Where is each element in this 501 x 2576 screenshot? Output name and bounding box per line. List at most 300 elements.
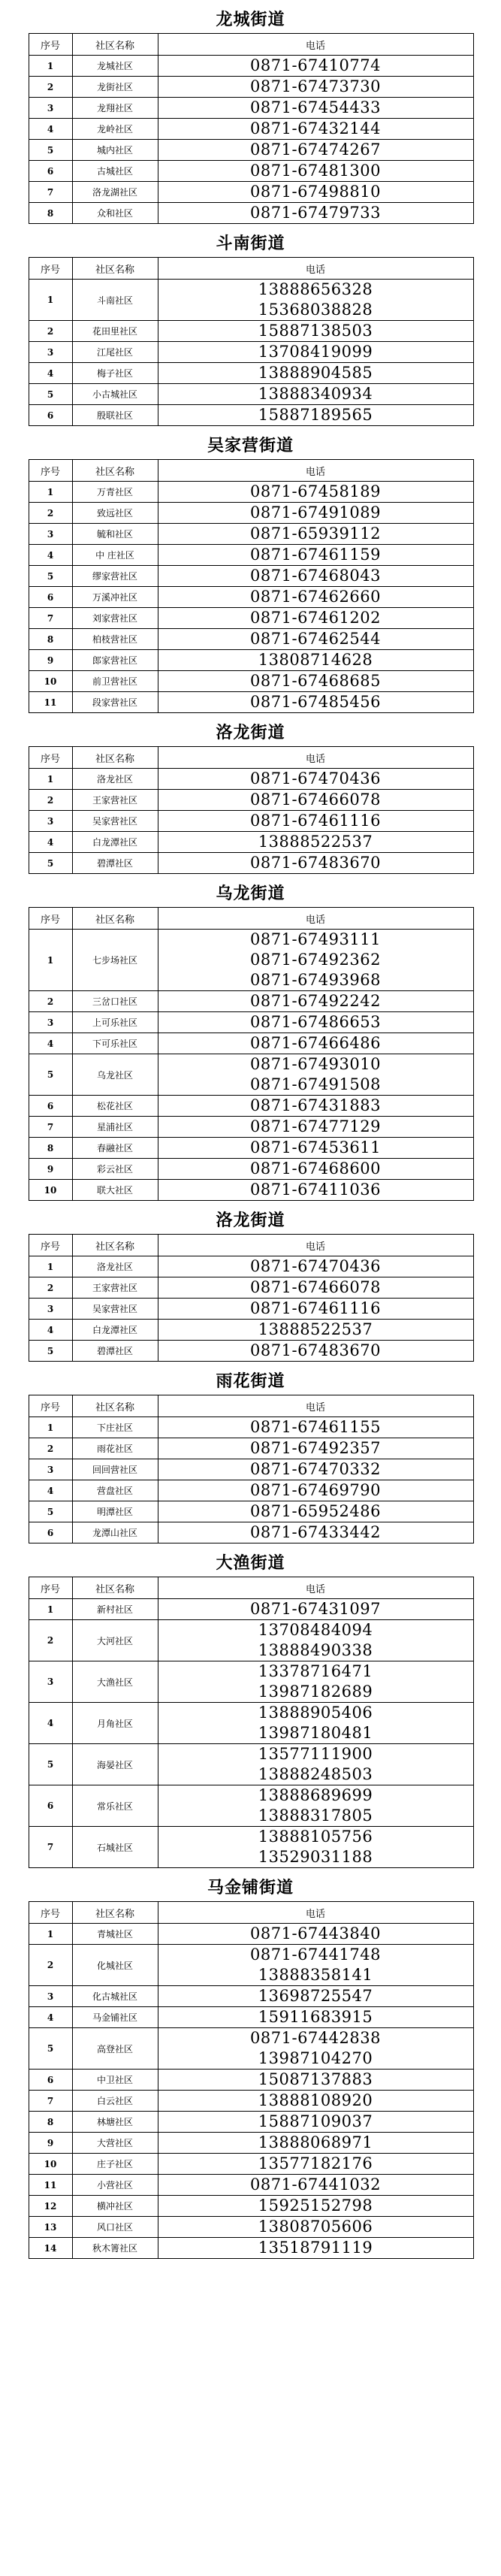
row-number: 5 [29,853,72,874]
phone-cell [158,140,473,161]
district-section [29,231,473,426]
phone-number: 0871-67479733 [250,204,381,222]
phone-cell [158,119,473,140]
community-name: 大渔社区 [72,1661,158,1703]
table-header-row [29,258,473,280]
row-number: 10 [29,671,72,692]
community-name: 常乐社区 [72,1785,158,1827]
phone-cell [158,503,473,524]
community-name: 春融社区 [72,1138,158,1159]
community-name: 龙街社区 [72,77,158,98]
table-row [29,1827,473,1868]
row-number: 7 [29,2091,72,2112]
phone-number: 0871-67468043 [250,567,381,585]
row-number: 5 [29,1744,72,1785]
row-number: 4 [29,363,72,384]
phone-number: 0871-65939112 [250,525,381,543]
table-row [29,2238,473,2259]
row-number: 6 [29,1785,72,1827]
phone-cell [158,1033,473,1054]
phone-cell [158,1277,473,1299]
table-row [29,930,473,991]
row-number: 2 [29,1438,72,1459]
phone-cell [158,2175,473,2196]
community-name: 龙岭社区 [72,119,158,140]
phone-cell [158,832,473,853]
header-no: 序号 [29,747,72,769]
row-number: 3 [29,342,72,363]
table-row [29,405,473,426]
phone-number: 13987104270 [258,2049,373,2067]
community-name: 七步场社区 [72,930,158,991]
table-row [29,1438,473,1459]
community-name: 王家营社区 [72,1277,158,1299]
phone-number: 13378716471 [258,1662,373,1680]
phone-cell [158,769,473,790]
table-header-row [29,1235,473,1256]
phone-cell [158,930,473,991]
phone-number: 13577111900 [258,1745,373,1763]
row-number: 14 [29,2238,72,2259]
header-no: 序号 [29,34,72,56]
community-name: 龙城社区 [72,56,158,77]
row-number: 7 [29,608,72,629]
row-number: 6 [29,405,72,426]
table-row [29,2175,473,2196]
table-row [29,1117,473,1138]
phone-number: 0871-67486653 [250,1013,381,1031]
phone-number: 13888656328 [258,280,373,298]
row-number: 2 [29,77,72,98]
community-name: 吴家营社区 [72,811,158,832]
community-name: 城内社区 [72,140,158,161]
phone-cell [158,1417,473,1438]
phone-cell [158,2154,473,2175]
phone-cell [158,1827,473,1868]
table-row [29,363,473,384]
phone-cell [158,1501,473,1522]
row-number: 2 [29,503,72,524]
table-row [29,1924,473,1945]
phone-number: 0871-67411036 [250,1181,381,1199]
phone-number: 0871-67468600 [250,1160,381,1178]
phone-cell [158,1599,473,1620]
phone-cell [158,280,473,321]
phone-number: 13888317805 [258,1807,373,1825]
community-name: 前卫营社区 [72,671,158,692]
community-name: 致远社区 [72,503,158,524]
table-row [29,503,473,524]
section-title: 龙城街道 [216,10,285,29]
table-row [29,545,473,566]
phone-cell [158,587,473,608]
header-community-name: 社区名称 [72,908,158,930]
phone-number: 13708419099 [258,343,373,361]
table-row [29,77,473,98]
row-number: 5 [29,1501,72,1522]
phone-number: 0871-67461159 [250,546,381,564]
community-name: 海晏社区 [72,1744,158,1785]
header-phone: 电话 [158,1395,473,1417]
phone-cell [158,853,473,874]
header-no: 序号 [29,1395,72,1417]
phone-cell [158,1986,473,2007]
table-row [29,2070,473,2091]
phone-cell [158,1341,473,1362]
row-number: 3 [29,1012,72,1033]
phone-number: 0871-67461155 [250,1418,381,1436]
section-title: 雨花街道 [216,1371,285,1391]
community-name: 中卫社区 [72,2070,158,2091]
phone-cell [158,2028,473,2070]
table-row [29,384,473,405]
phone-cell [158,1924,473,1945]
section-title: 洛龙街道 [216,1211,285,1230]
phone-number: 0871-67473730 [250,77,381,95]
row-number: 1 [29,769,72,790]
phone-number: 0871-67493010 [250,1055,381,1073]
table-row [29,671,473,692]
community-name: 横冲社区 [72,2196,158,2217]
phone-cell [158,545,473,566]
table-row [29,1599,473,1620]
community-name: 刘家营社区 [72,608,158,629]
community-name: 中 庄社区 [72,545,158,566]
row-number: 4 [29,2007,72,2028]
table-row [29,1703,473,1744]
row-number: 1 [29,280,72,321]
row-number: 6 [29,2070,72,2091]
community-name: 大河社区 [72,1620,158,1661]
community-name: 马金铺社区 [72,2007,158,2028]
phone-cell [158,56,473,77]
table-row [29,692,473,713]
header-no: 序号 [29,1235,72,1256]
community-name: 联大社区 [72,1180,158,1201]
phone-cell [158,671,473,692]
row-number: 13 [29,2217,72,2238]
table-row [29,2007,473,2028]
phone-number: 0871-67481300 [250,162,381,180]
contact-table [29,257,474,426]
phone-number: 13888905406 [258,1704,373,1722]
header-phone: 电话 [158,460,473,482]
phone-cell [158,2133,473,2154]
contact-table [29,907,474,1201]
table-row [29,1299,473,1320]
district-section [29,1369,473,1543]
phone-cell [158,1256,473,1277]
header-community-name: 社区名称 [72,1902,158,1924]
row-number: 10 [29,1180,72,1201]
header-phone: 电话 [158,747,473,769]
phone-number: 0871-67492357 [250,1439,381,1457]
phone-number: 0871-67466486 [250,1034,381,1052]
phone-number: 0871-67461116 [250,812,381,830]
table-row [29,1012,473,1033]
row-number: 4 [29,545,72,566]
table-row [29,832,473,853]
header-community-name: 社区名称 [72,1395,158,1417]
row-number: 1 [29,1599,72,1620]
community-name: 石城社区 [72,1827,158,1868]
section-title: 马金铺街道 [207,1878,294,1897]
row-number: 12 [29,2196,72,2217]
community-name: 斗南社区 [72,280,158,321]
community-name: 化城社区 [72,1945,158,1986]
phone-number: 13888248503 [258,1765,373,1783]
row-number: 4 [29,1033,72,1054]
row-number: 3 [29,98,72,119]
phone-number: 15911683915 [258,2008,373,2026]
phone-number: 0871-67462544 [250,630,381,648]
phone-number: 0871-67458189 [250,482,381,500]
row-number: 5 [29,384,72,405]
phone-number: 13987180481 [258,1724,373,1742]
row-number: 8 [29,1138,72,1159]
table-row [29,811,473,832]
table-row [29,524,473,545]
community-name: 龙翔社区 [72,98,158,119]
table-row [29,1417,473,1438]
table-row [29,1277,473,1299]
row-number: 1 [29,56,72,77]
header-community-name: 社区名称 [72,460,158,482]
community-name: 众和社区 [72,203,158,224]
community-name: 彩云社区 [72,1159,158,1180]
table-row [29,1620,473,1661]
table-row [29,2028,473,2070]
table-row [29,608,473,629]
header-no: 序号 [29,1577,72,1599]
table-row [29,1159,473,1180]
community-name: 秋木箐社区 [72,2238,158,2259]
phone-number: 13888340934 [258,385,373,403]
phone-number: 13888689699 [258,1786,373,1804]
row-number: 8 [29,203,72,224]
phone-number: 0871-67461202 [250,609,381,627]
header-no: 序号 [29,258,72,280]
community-name: 高登社区 [72,2028,158,2070]
phone-number: 0871-67461116 [250,1299,381,1317]
header-phone: 电话 [158,1235,473,1256]
table-row [29,203,473,224]
phone-cell [158,650,473,671]
table-row [29,56,473,77]
table-row [29,2091,473,2112]
community-name: 白龙潭社区 [72,832,158,853]
table-row [29,2196,473,2217]
phone-number: 0871-67443840 [250,1924,381,1943]
phone-cell [158,2112,473,2133]
table-row [29,342,473,363]
phone-number: 0871-67470436 [250,1257,381,1275]
phone-cell [158,2091,473,2112]
table-row [29,1661,473,1703]
row-number: 11 [29,692,72,713]
community-name: 殷联社区 [72,405,158,426]
row-number: 4 [29,1703,72,1744]
phone-number: 0871-67470332 [250,1460,381,1478]
community-name: 林塘社区 [72,2112,158,2133]
section-title: 乌龙街道 [216,884,285,903]
table-row [29,1138,473,1159]
district-section [29,881,473,1201]
community-name: 万溪冲社区 [72,587,158,608]
community-name: 龙潭山社区 [72,1522,158,1543]
row-number: 3 [29,524,72,545]
table-header-row [29,1395,473,1417]
section-title: 洛龙街道 [216,723,285,742]
table-row [29,182,473,203]
table-row [29,1033,473,1054]
row-number: 5 [29,2028,72,2070]
phone-number: 0871-67432144 [250,119,381,138]
phone-number: 0871-67493111 [250,930,381,948]
phone-cell [158,321,473,342]
phone-number: 13708484094 [258,1621,373,1639]
header-phone: 电话 [158,1577,473,1599]
phone-number: 0871-67466078 [250,791,381,809]
row-number: 7 [29,182,72,203]
table-header-row [29,1577,473,1599]
phone-cell [158,1180,473,1201]
table-header-row [29,1902,473,1924]
community-name: 雨花社区 [72,1438,158,1459]
table-row [29,769,473,790]
phone-cell [158,1480,473,1501]
phone-number: 13888358141 [258,1966,373,1984]
community-name: 江尾社区 [72,342,158,363]
district-section [29,1876,473,2259]
phone-number: 13888068971 [258,2133,373,2151]
phone-number: 13987182689 [258,1683,373,1701]
header-phone: 电话 [158,258,473,280]
district-section [29,1551,473,1868]
phone-number: 13529031188 [258,1848,373,1866]
phone-number: 13888522537 [258,833,373,851]
community-name: 柏枝营社区 [72,629,158,650]
phone-cell [158,1459,473,1480]
district-section [29,721,473,874]
phone-number: 13808714628 [258,651,373,669]
phone-cell [158,203,473,224]
phone-number: 0871-67470436 [250,769,381,788]
phone-number: 13888522537 [258,1320,373,1338]
section-title: 大渔街道 [216,1553,285,1573]
community-name: 松花社区 [72,1096,158,1117]
phone-number: 0871-65952486 [250,1502,381,1520]
phone-cell [158,991,473,1012]
table-row [29,1256,473,1277]
phone-cell [158,1620,473,1661]
phone-cell [158,363,473,384]
table-row [29,566,473,587]
phone-cell [158,2238,473,2259]
community-name: 缪家营社区 [72,566,158,587]
table-row [29,1341,473,1362]
table-row [29,140,473,161]
row-number: 2 [29,1945,72,1986]
community-name: 三岔口社区 [72,991,158,1012]
community-name: 大营社区 [72,2133,158,2154]
phone-number: 15887138503 [258,322,373,340]
phone-number: 0871-67453611 [250,1138,381,1156]
community-name: 化古城社区 [72,1986,158,2007]
table-row [29,991,473,1012]
row-number: 7 [29,1827,72,1868]
phone-number: 15925152798 [258,2197,373,2215]
community-name: 王家营社区 [72,790,158,811]
header-community-name: 社区名称 [72,747,158,769]
community-name: 吴家营社区 [72,1299,158,1320]
header-no: 序号 [29,460,72,482]
table-row [29,2112,473,2133]
community-name: 小古城社区 [72,384,158,405]
phone-cell [158,1299,473,1320]
phone-number: 13808705606 [258,2218,373,2236]
community-name: 万青社区 [72,482,158,503]
table-row [29,321,473,342]
community-name: 明潭社区 [72,1501,158,1522]
phone-number: 0871-67493968 [250,971,381,989]
community-name: 花田里社区 [72,321,158,342]
row-number: 6 [29,1096,72,1117]
row-number: 2 [29,790,72,811]
header-no: 序号 [29,908,72,930]
phone-cell [158,524,473,545]
community-name: 郎家营社区 [72,650,158,671]
table-row [29,790,473,811]
community-name: 古城社区 [72,161,158,182]
phone-cell [158,608,473,629]
phone-cell [158,2217,473,2238]
table-row [29,482,473,503]
phone-cell [158,692,473,713]
community-name: 碧潭社区 [72,853,158,874]
phone-number: 0871-67441032 [250,2175,381,2194]
contact-table [29,1577,474,1868]
phone-cell [158,1320,473,1341]
community-name: 洛龙湖社区 [72,182,158,203]
phone-number: 15887109037 [258,2112,373,2130]
row-number: 3 [29,811,72,832]
phone-cell [158,811,473,832]
table-row [29,98,473,119]
community-name: 洛龙社区 [72,769,158,790]
phone-cell [158,384,473,405]
phone-cell [158,2196,473,2217]
phone-number: 13518791119 [258,2239,373,2257]
district-section [29,1208,473,1362]
phone-number: 0871-67410774 [250,56,381,74]
row-number: 3 [29,1459,72,1480]
row-number: 6 [29,161,72,182]
table-row [29,161,473,182]
community-name: 新村社区 [72,1599,158,1620]
community-name: 回回营社区 [72,1459,158,1480]
phone-number: 13698725547 [258,1987,373,2005]
phone-number: 0871-67485456 [250,693,381,711]
phone-number: 0871-67491089 [250,503,381,522]
phone-cell [158,1054,473,1096]
row-number: 3 [29,1299,72,1320]
table-row [29,119,473,140]
contact-table [29,33,474,224]
table-row [29,1744,473,1785]
phone-cell [158,161,473,182]
table-row [29,2217,473,2238]
